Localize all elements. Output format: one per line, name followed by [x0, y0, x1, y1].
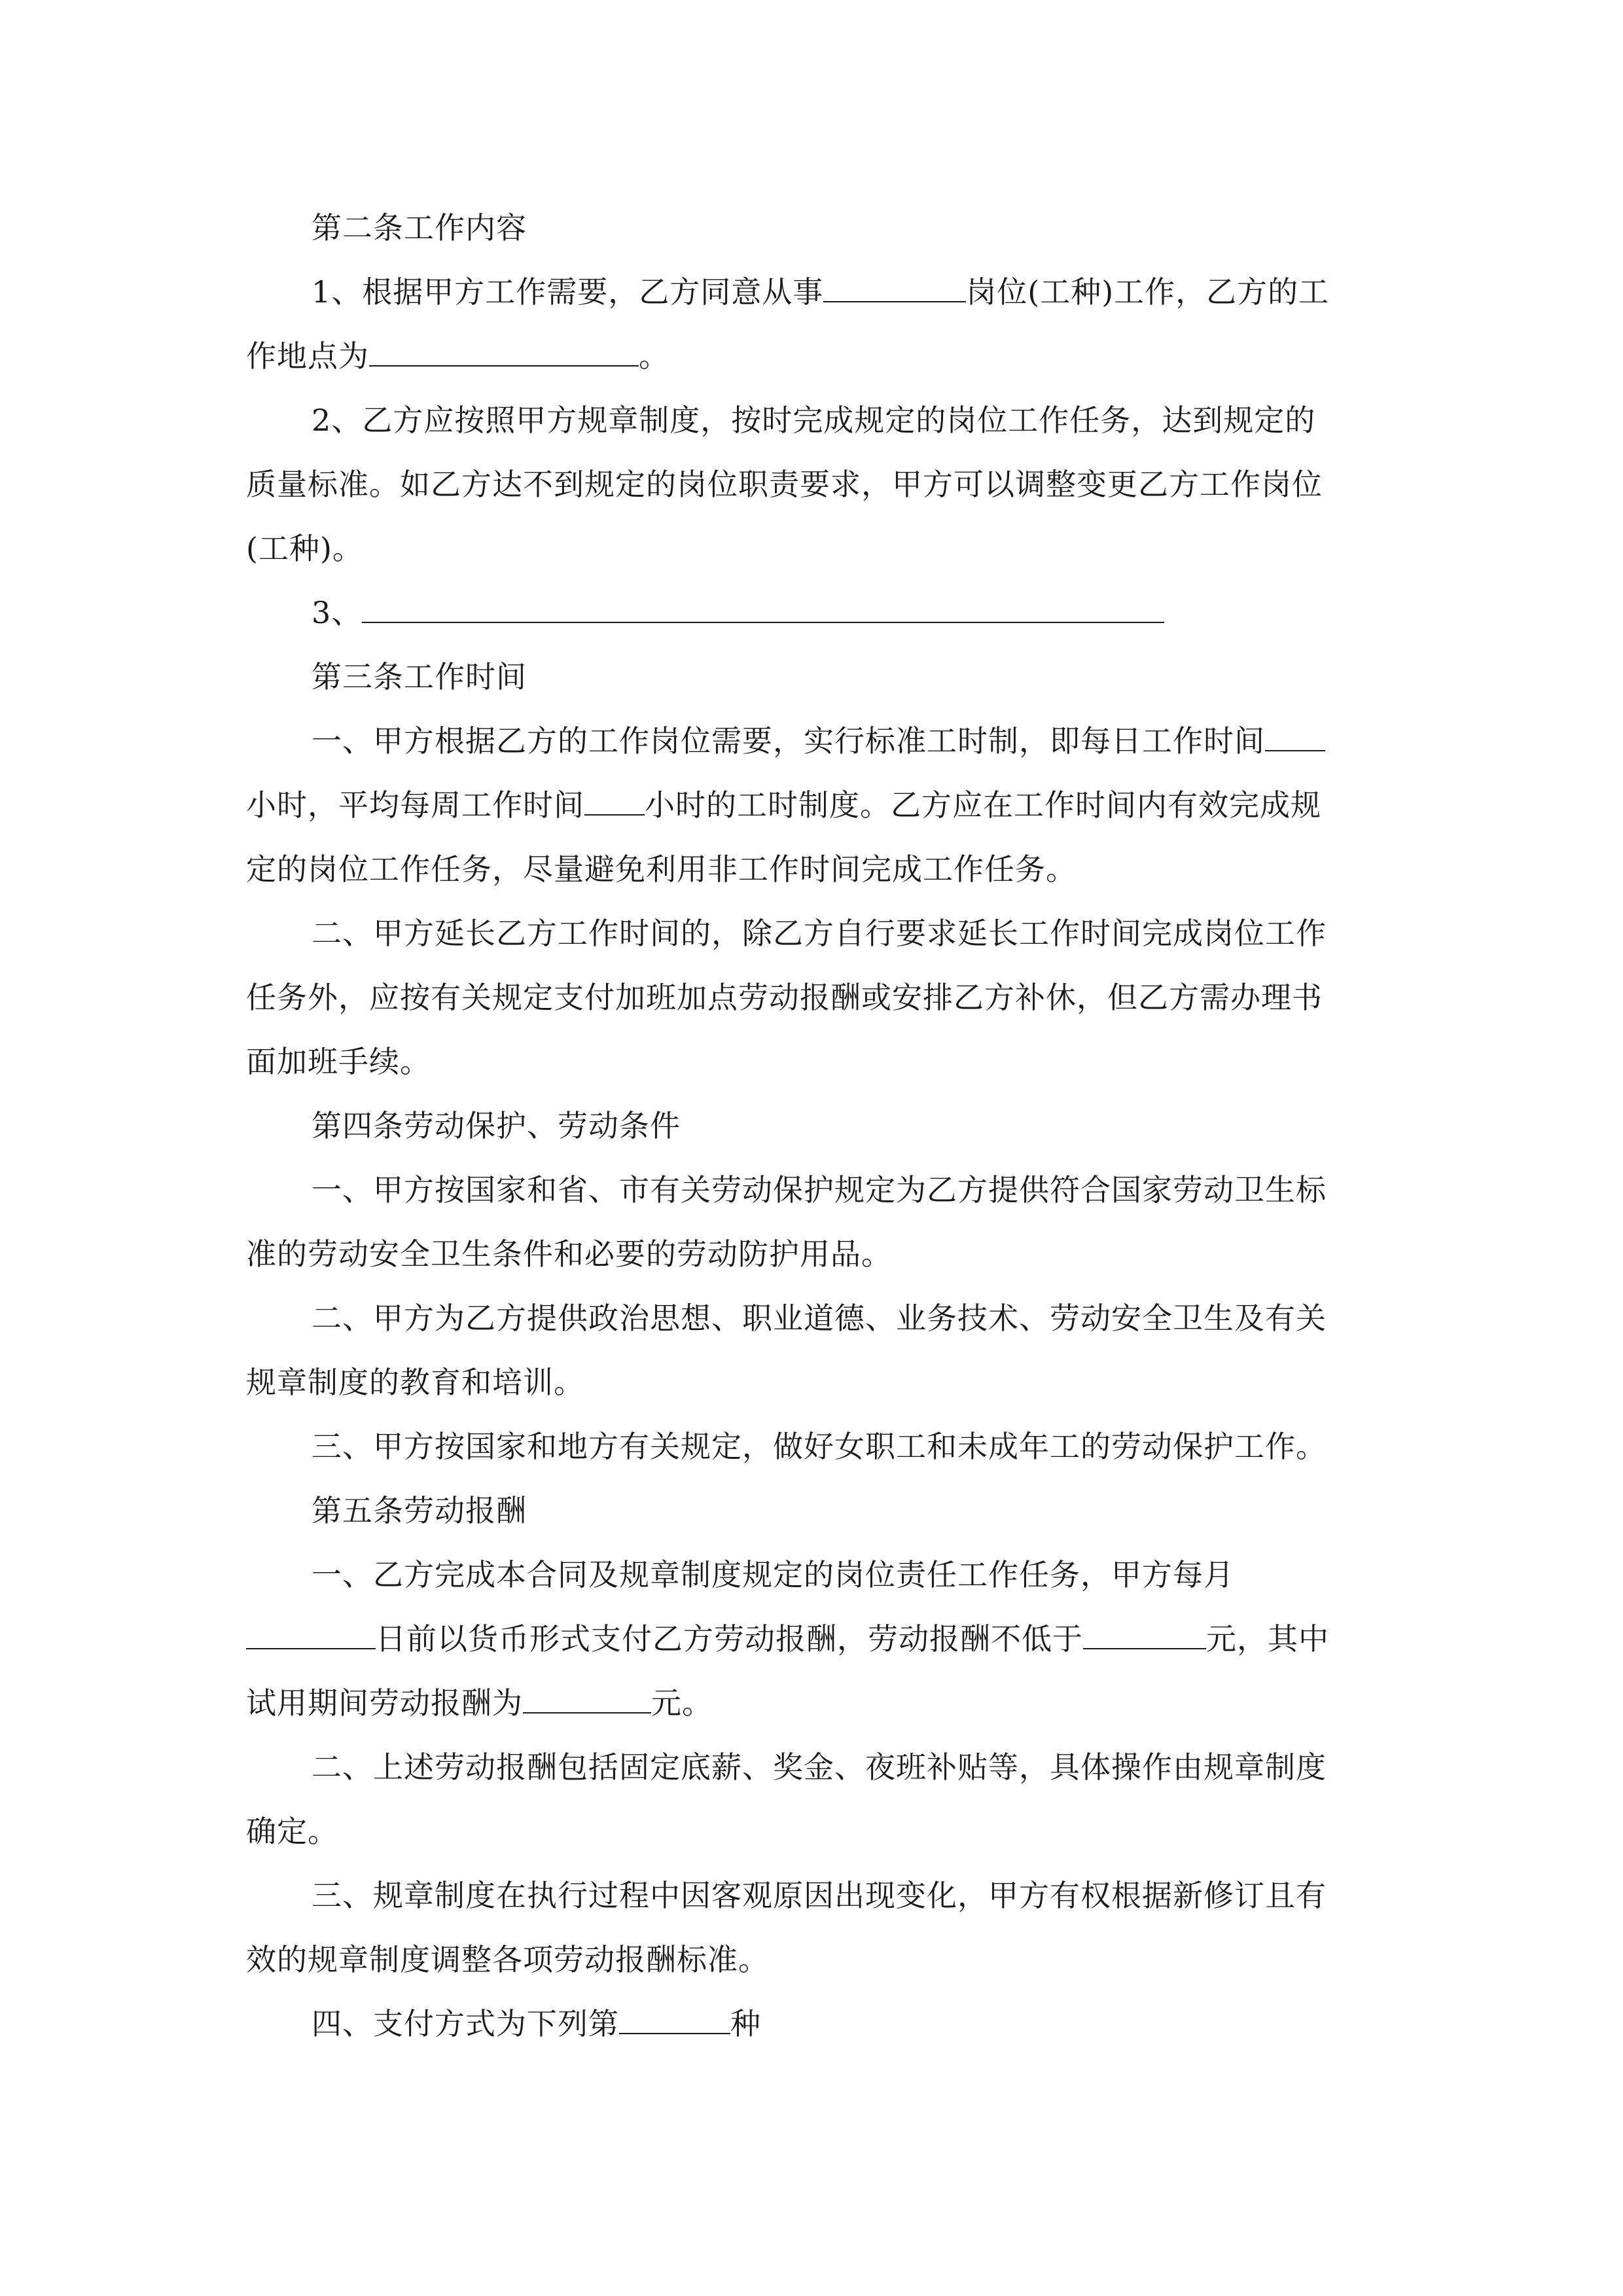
paragraph-line — [312, 271, 1329, 313]
paragraph-line — [246, 1810, 338, 1852]
text: 三、甲方按国家和地方有关规定，做好女职工和未成年工的劳动保护工作。 — [312, 1429, 1327, 1464]
text: 面加班手续。 — [246, 1044, 431, 1079]
text: 质量标准。如乙方达不到规定的岗位职责要求，甲方可以调整变更乙方工作岗位 — [246, 467, 1323, 502]
text: 第三条工作时间 — [312, 659, 527, 694]
fill-blank — [523, 1682, 651, 1713]
paragraph-line — [312, 1297, 1327, 1339]
paragraph-line — [246, 1041, 431, 1083]
text: 1、根据甲方工作需要，乙方同意从事 — [312, 274, 824, 310]
fill-blank — [246, 1618, 376, 1649]
text: 二、上述劳动报酬包括固定底薪、奖金、夜班补贴等，具体操作由规章制度 — [312, 1749, 1327, 1785]
paragraph-line — [246, 1939, 769, 1981]
paragraph-line — [312, 592, 1164, 634]
text: 。 — [639, 338, 669, 374]
text: 四、支付方式为下列第 — [312, 2006, 619, 2041]
article-4-heading — [312, 1105, 681, 1147]
paragraph-line — [312, 1426, 1327, 1467]
paragraph-line — [246, 1233, 892, 1275]
text: 准的劳动安全卫生条件和必要的劳动防护用品。 — [246, 1236, 892, 1272]
paragraph-line — [246, 1682, 713, 1724]
fill-blank — [619, 2003, 730, 2034]
text: 一、乙方完成本合同及规章制度规定的岗位责任工作任务，甲方每月 — [312, 1557, 1234, 1592]
fill-blank — [1083, 1618, 1206, 1649]
paragraph-line — [312, 1746, 1327, 1788]
text: 种 — [730, 2006, 761, 2041]
paragraph-line — [246, 784, 1321, 826]
fill-blank — [823, 271, 966, 302]
article-5-heading — [312, 1490, 527, 1532]
text: 三、规章制度在执行过程中因客观原因出现变化，甲方有权根据新修订且有 — [312, 1878, 1327, 1913]
paragraph-line — [246, 977, 1323, 1018]
text: 第四条劳动保护、劳动条件 — [312, 1108, 681, 1143]
paragraph-line — [246, 1361, 584, 1403]
text: 一、甲方根据乙方的工作岗位需要，实行标准工时制，即每日工作时间 — [312, 723, 1265, 759]
text: 岗位(工种)工作，乙方的工 — [966, 274, 1330, 310]
text: 3、 — [312, 595, 363, 630]
text: 小时的工时制度。乙方应在工作时间内有效完成规 — [645, 787, 1321, 823]
fill-blank — [584, 784, 645, 816]
article-2-heading — [312, 207, 527, 249]
text: 元。 — [651, 1685, 713, 1721]
paragraph-line — [312, 720, 1325, 762]
text: 第二条工作内容 — [312, 210, 527, 245]
text: 定的岗位工作任务，尽量避免利用非工作时间完成工作任务。 — [246, 852, 1077, 887]
paragraph-line — [312, 912, 1327, 954]
text: 元，其中 — [1206, 1621, 1329, 1657]
text: 确定。 — [246, 1814, 338, 1849]
paragraph-line — [312, 1554, 1234, 1596]
text: 小时，平均每周工作时间 — [246, 787, 584, 823]
paragraph-line — [312, 1169, 1327, 1211]
paragraph-line — [312, 399, 1315, 441]
text: 规章制度的教育和培训。 — [246, 1365, 584, 1400]
text: 二、甲方延长乙方工作时间的，除乙方自行要求延长工作时间完成岗位工作 — [312, 916, 1327, 951]
text: 一、甲方按国家和省、市有关劳动保护规定为乙方提供符合国家劳动卫生标 — [312, 1172, 1327, 1208]
paragraph-line — [312, 1874, 1327, 1916]
article-3-heading — [312, 656, 527, 698]
text: 2、乙方应按照甲方规章制度，按时完成规定的岗位工作任务，达到规定的 — [312, 403, 1316, 438]
text: 第五条劳动报酬 — [312, 1493, 527, 1528]
fill-blank — [1265, 720, 1325, 751]
paragraph-line — [246, 463, 1323, 505]
text: 任务外，应按有关规定支付加班加点劳动报酬或安排乙方补休，但乙方需办理书 — [246, 980, 1323, 1015]
text: 作地点为 — [246, 338, 369, 374]
text: 效的规章制度调整各项劳动报酬标准。 — [246, 1942, 769, 1977]
paragraph-line — [312, 2003, 761, 2045]
paragraph-line — [246, 528, 363, 569]
text: 试用期间劳动报酬为 — [246, 1685, 523, 1721]
paragraph-line — [246, 848, 1077, 890]
fill-blank — [362, 592, 1164, 623]
paragraph-line — [246, 1618, 1329, 1660]
text: 二、甲方为乙方提供政治思想、职业道德、业务技术、劳动安全卫生及有关 — [312, 1300, 1327, 1336]
text: 日前以货币形式支付乙方劳动报酬，劳动报酬不低于 — [376, 1621, 1083, 1657]
fill-blank — [369, 335, 639, 367]
paragraph-line — [246, 335, 669, 377]
text: (工种)。 — [246, 531, 363, 566]
